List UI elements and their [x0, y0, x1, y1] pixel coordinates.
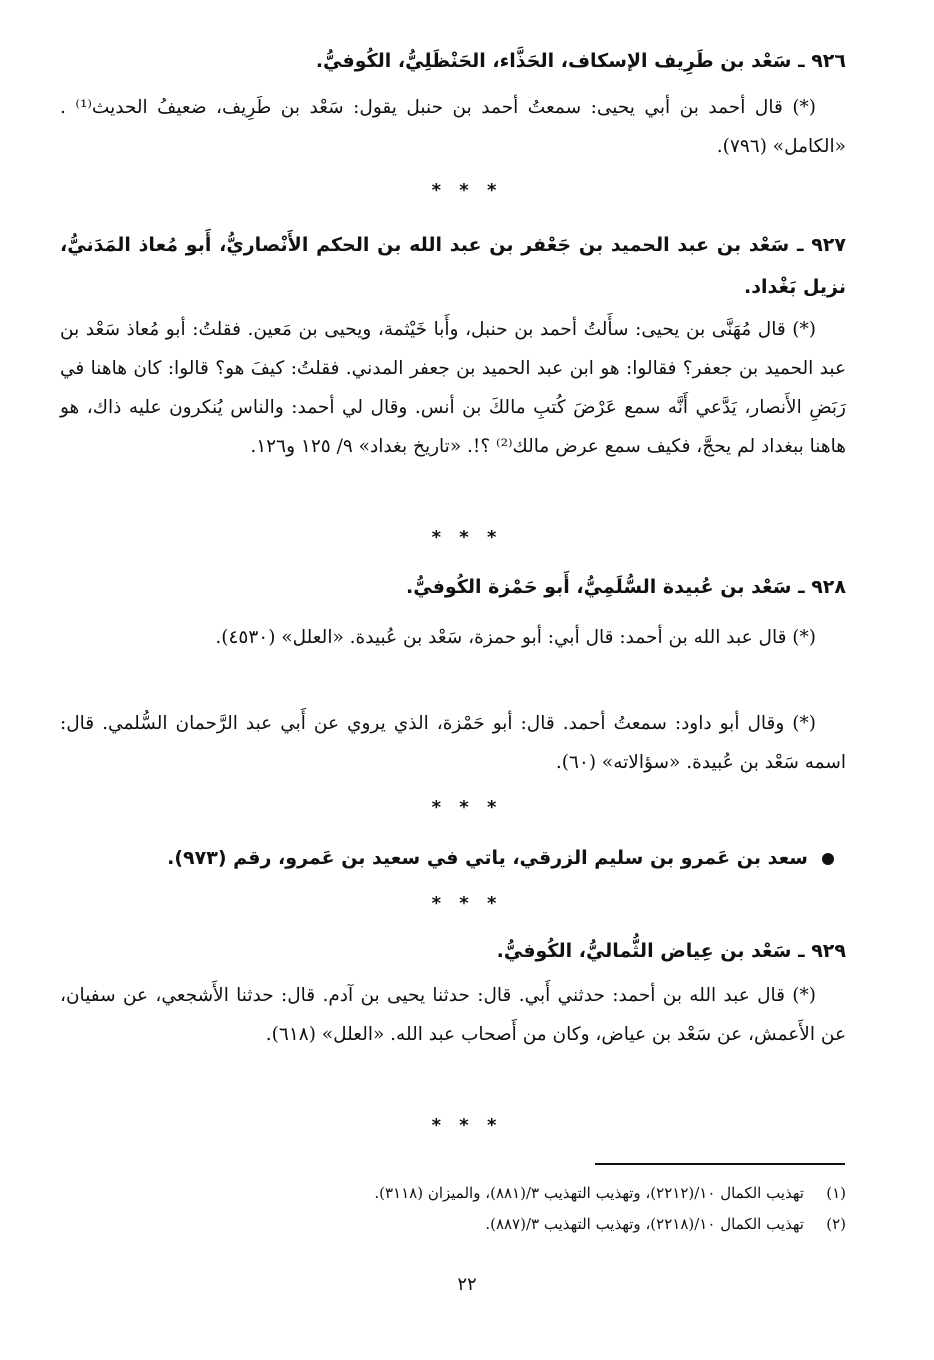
entry-929-paragraph: (*) قال عبد الله بن أحمد: حدثني أَبي. قال: حدثنا يحيى بن آدم. قال: حدثنا الأَشجعي، عن سفيان، عن الأَعمش، عن سَعْد بن عياض، وكان من أَصحاب عبد الله. «العلل» (٦١٨).: [60, 985, 846, 1045]
footnote-text: تهذيب الكمال ١٠/(٢٢١٨)، وتهذيب التهذيب ٣/(٨٨٧).: [485, 1215, 804, 1233]
footnote-number: (٢): [826, 1215, 846, 1233]
entry-928-paragraph-1: (*) قال عبد الله بن أحمد: قال أبي: أبو حمزة، سَعْد بن عُبيدة. «العلل» (٤٥٣٠).: [215, 627, 816, 648]
footnote-number: (١): [826, 1184, 846, 1202]
separator-4: * * *: [431, 893, 503, 914]
footnote-text: تهذيب الكمال ١٠/(٢٢١٢)، وتهذيب التهذيب ٣/(٨٨١)، والميزان (٣١١٨).: [374, 1184, 804, 1202]
footnote-1: [60, 1178, 846, 1209]
footnotes: [60, 1178, 846, 1240]
separator-3: * * *: [431, 797, 503, 818]
cross-reference-text: سعد بن عَمرو بن سليم الزرقي، ياتي في سعيد بن عَمرو، رقم (٩٧٣).: [167, 847, 808, 869]
cross-reference-line: [100, 838, 834, 878]
page-number: ٢٢: [457, 1274, 477, 1295]
entry-929-heading: ٩٢٩ ـ سَعْد بن عِياض الثُّماليُّ، الكُوفيُّ.: [496, 940, 846, 962]
entry-927-heading: ٩٢٧ ـ سَعْد بن عبد الحميد بن جَعْفر بن عبد الله بن الحكم الأَنْصاريُّ، أَبو مُعاذ المَدَنيُّ، نزيل بَغْداد.: [60, 234, 846, 298]
entry-928-paragraph-2: (*) وقال أبو داود: سمعتُ أحمد. قال: أبو حَمْزة، الذي يروي عن أَبي عبد الرَّحمان السُّلمي. قال: اسمه سَعْد بن عُبيدة. «سؤالاته» (٦٠).: [60, 713, 846, 773]
footnote-divider: [595, 1163, 845, 1165]
separator-5: * * *: [431, 1115, 503, 1136]
separator-1: * * *: [431, 180, 503, 201]
entry-927-paragraph: (*) قال مُهَنَّى بن يحيى: سأَلتُ أحمد بن حنبل، وأَبا خَيْثمة، ويحيى بن مَعين. فقلتُ: أبو مُعاذ سَعْد بن عبد الحميد بن جعفر؟ فقالوا: هو ابن عبد الحميد بن جعفر المدني. فقلتُ: كيفَ هو؟ قالوا: كان هاهنا في رَبَضِ الأَنصار، يَدَّعي أَنَّه سمع عَرْضَ كُتبِ مالكَ بن أنس. وقال لي أحمد: والناس يُنكرون عليه ذاك، هو هاهنا ببغداد لم يحجَّ، فكيف سمع عرض مالك⁽²⁾ ؟!. «تاريخ بغداد» ٩/ ١٢٥ و١٢٦.: [60, 319, 846, 457]
separator-2: * * *: [431, 527, 503, 548]
entry-926-paragraph: (*) قال أحمد بن أبي يحيى: سمعتُ أحمد بن حنبل يقول: سَعْد بن طَرِيف، ضعيفُ الحديث⁽¹⁾ . «الكامل» (٧٩٦).: [60, 97, 846, 157]
footnote-2: [60, 1209, 846, 1240]
entry-926-heading: ٩٢٦ ـ سَعْد بن طَرِيف الإسكاف، الحَذَّاء، الحَنْظَلِيُّ، الكُوفيُّ.: [315, 50, 846, 72]
entry-928-heading: ٩٢٨ ـ سَعْد بن عُبيدة السُّلَمِيُّ، أَبو حَمْزة الكُوفيُّ.: [406, 576, 846, 598]
bullet-icon: [822, 853, 834, 865]
